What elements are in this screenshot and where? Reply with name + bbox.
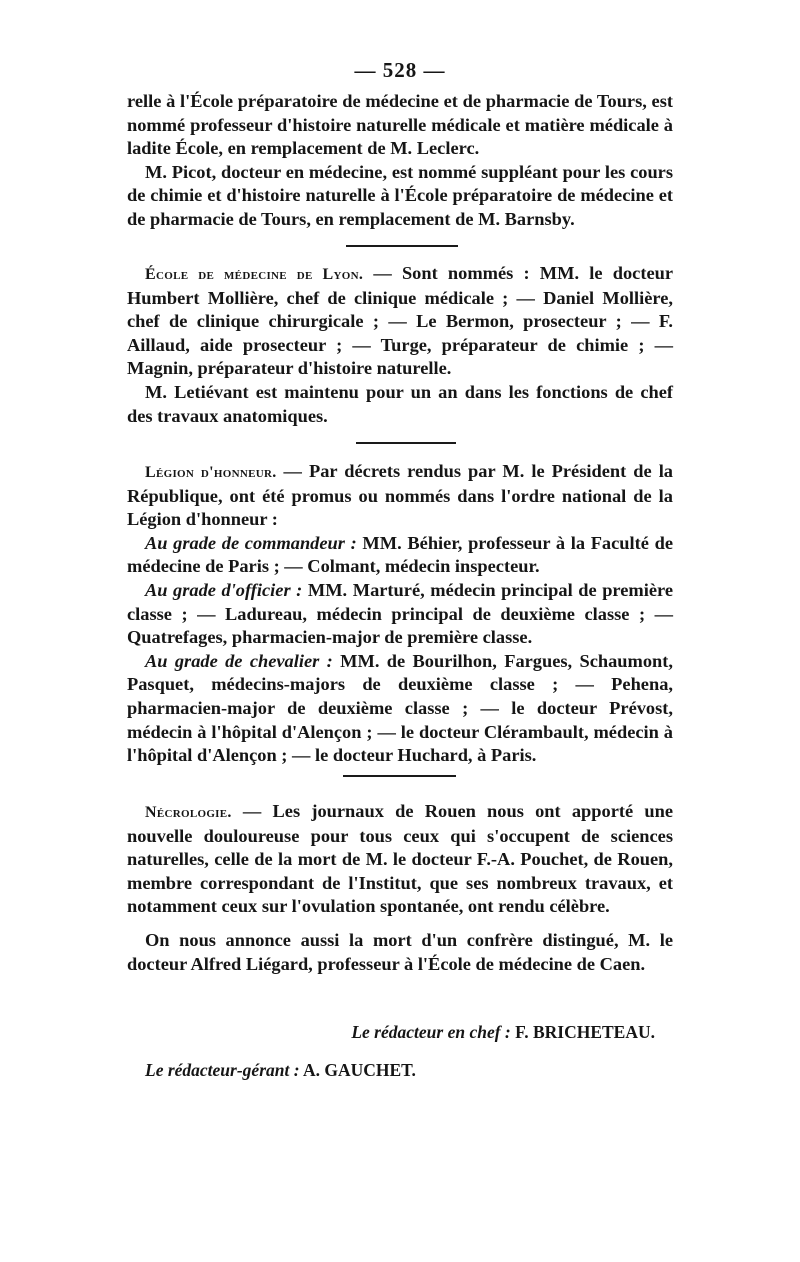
paragraph: On nous annonce aussi la mort d'un confrère distingué, M. le docteur Alfred Liégard, professeur à l'École de médecine de Caen.	[127, 929, 673, 974]
editor-signature	[351, 1022, 655, 1043]
paragraph	[127, 579, 673, 650]
paragraph	[127, 262, 673, 381]
grade-label: Au grade de chevalier :	[145, 650, 333, 671]
section-divider	[356, 442, 456, 444]
section-heading: Nécrologie.	[145, 804, 232, 821]
paragraph	[127, 650, 673, 768]
page-number: — 528 —	[354, 58, 446, 82]
section-heading: École de médecine de Lyon.	[145, 266, 364, 283]
paragraph	[127, 532, 673, 579]
paragraph	[127, 460, 673, 532]
signature-name: A. GAUCHET.	[299, 1060, 416, 1080]
legion-honneur-section	[127, 460, 673, 768]
section-divider	[343, 775, 456, 777]
paragraph-text: — Par décrets rendus par M. le Président de la République, ont été promus ou nommés dans l'ordre national de la Légion d'honneur :	[127, 461, 673, 530]
grade-label: Au grade d'officier :	[145, 579, 303, 600]
signature-label: Le rédacteur-gérant :	[145, 1060, 300, 1080]
manager-signature	[145, 1060, 416, 1081]
lyon-school-section	[127, 262, 673, 428]
necrology-section	[127, 800, 673, 976]
paragraph-text: MM. de Bourilhon, Fargues, Schaumont, Pasquet, médecins-majors de deuxième classe ; — Pehena, pharmacien-major de deuxième classe ; — le docteur Prévost, médecin à l'hôpital d'Alençon ; — le docteur Clérambault, médecin à l'hôpital d'Alençon ; — le docteur Huchard, à Paris.	[127, 650, 674, 766]
grade-label: Au grade de commandeur :	[145, 532, 357, 553]
appointment-section-tours	[127, 90, 673, 232]
signature-label: Le rédacteur en chef :	[351, 1022, 511, 1042]
paragraph: M. Picot, docteur en médecine, est nommé suppléant pour les cours de chimie et d'histoire naturelle à l'École préparatoire de médecine et de pharmacie de Tours, en remplacement de M. Barnsby.	[127, 161, 673, 229]
paragraph: relle à l'École préparatoire de médecine et de pharmacie de Tours, est nommé professeur d'histoire naturelle médicale et matière médicale à ladite École, en remplacement de M. Leclerc.	[127, 91, 673, 159]
paragraph-text: MM. Béhier, professeur à la Faculté de médecine de Paris ; — Colmant, médecin inspecteur.	[127, 532, 673, 577]
paragraph: M. Letiévant est maintenu pour un an dans les fonctions de chef des travaux anatomiques.	[127, 381, 673, 426]
paragraph-text: MM. Marturé, médecin principal de première classe ; — Ladureau, médecin principal de deuxième classe ; — Quatrefages, pharmacien-major de première classe.	[127, 579, 673, 648]
section-divider	[346, 245, 458, 247]
signature-name: F. BRICHETEAU.	[510, 1022, 655, 1042]
paragraph	[127, 800, 673, 919]
paragraph-text: — Sont nommés : MM. le docteur Humbert Mollière, chef de clinique médicale ; — Daniel Mollière, chef de clinique chirurgicale ; — Le Bermon, prosecteur ; — F. Aillaud, aide prosecteur ; — Turge, préparateur de chimie ; — Magnin, préparateur d'histoire naturelle.	[127, 263, 673, 379]
paragraph-text: — Les journaux de Rouen nous ont apporté une nouvelle douloureuse pour tous ceux qui s'occupent de sciences naturelles, celle de la mort de M. le docteur F.-A. Pouchet, de Rouen, membre correspondant de l'Institut, que ses nombreux travaux, et notamment ceux sur l'ovulation spontanée, ont rendu célèbre.	[127, 801, 673, 917]
section-heading: Légion d'honneur.	[145, 464, 277, 481]
